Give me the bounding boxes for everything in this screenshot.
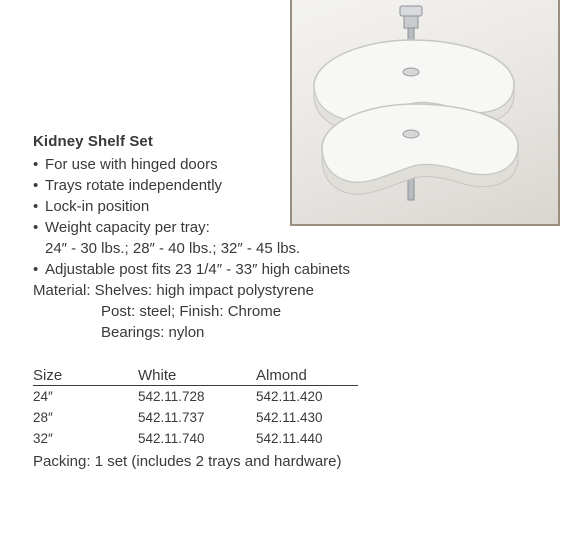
feature-item: • For use with hinged doors <box>33 156 218 173</box>
cell-size: 32″ <box>33 431 53 446</box>
material-line: Material: Shelves: high impact polystyrene <box>33 282 314 299</box>
header-almond: Almond <box>256 366 358 386</box>
bullet-icon: • <box>33 198 39 215</box>
cell-almond: 542.11.430 <box>256 410 323 425</box>
sku-table <box>33 366 358 449</box>
cell-white: 542.11.728 <box>138 389 205 404</box>
bullet-icon: • <box>33 156 39 173</box>
bullet-icon: • <box>33 261 39 278</box>
bullet-icon: • <box>33 219 39 236</box>
cell-size: 28″ <box>33 410 53 425</box>
feature-item: • Lock-in position <box>33 198 150 215</box>
table-row <box>33 428 358 449</box>
feature-item: • Trays rotate independently <box>33 177 223 194</box>
feature-item: • Adjustable post fits 23 1/4″ - 33″ high cabinets <box>33 261 350 278</box>
weight-detail: 24″ - 30 lbs.; 28″ - 40 lbs.; 32″ - 45 lbs. <box>45 240 301 257</box>
feature-item: • Weight capacity per tray: <box>33 219 210 236</box>
cell-size: 24″ <box>33 389 53 404</box>
cell-white: 542.11.740 <box>138 431 205 446</box>
feature-list <box>33 154 350 280</box>
cell-almond: 542.11.420 <box>256 389 323 404</box>
header-size: Size <box>33 366 138 386</box>
table-row <box>33 407 358 428</box>
material-line: Bearings: nylon <box>101 324 205 341</box>
table-header-row <box>33 366 358 386</box>
header-white: White <box>138 366 256 386</box>
table-row <box>33 386 358 408</box>
cell-almond: 542.11.440 <box>256 431 323 446</box>
product-title: Kidney Shelf Set <box>33 133 153 150</box>
bullet-icon: • <box>33 177 39 194</box>
material-info <box>33 280 314 343</box>
material-line: Post: steel; Finish: Chrome <box>101 303 282 320</box>
packing-info: Packing: 1 set (includes 2 trays and hardware) <box>33 453 342 470</box>
cell-white: 542.11.737 <box>138 410 205 425</box>
